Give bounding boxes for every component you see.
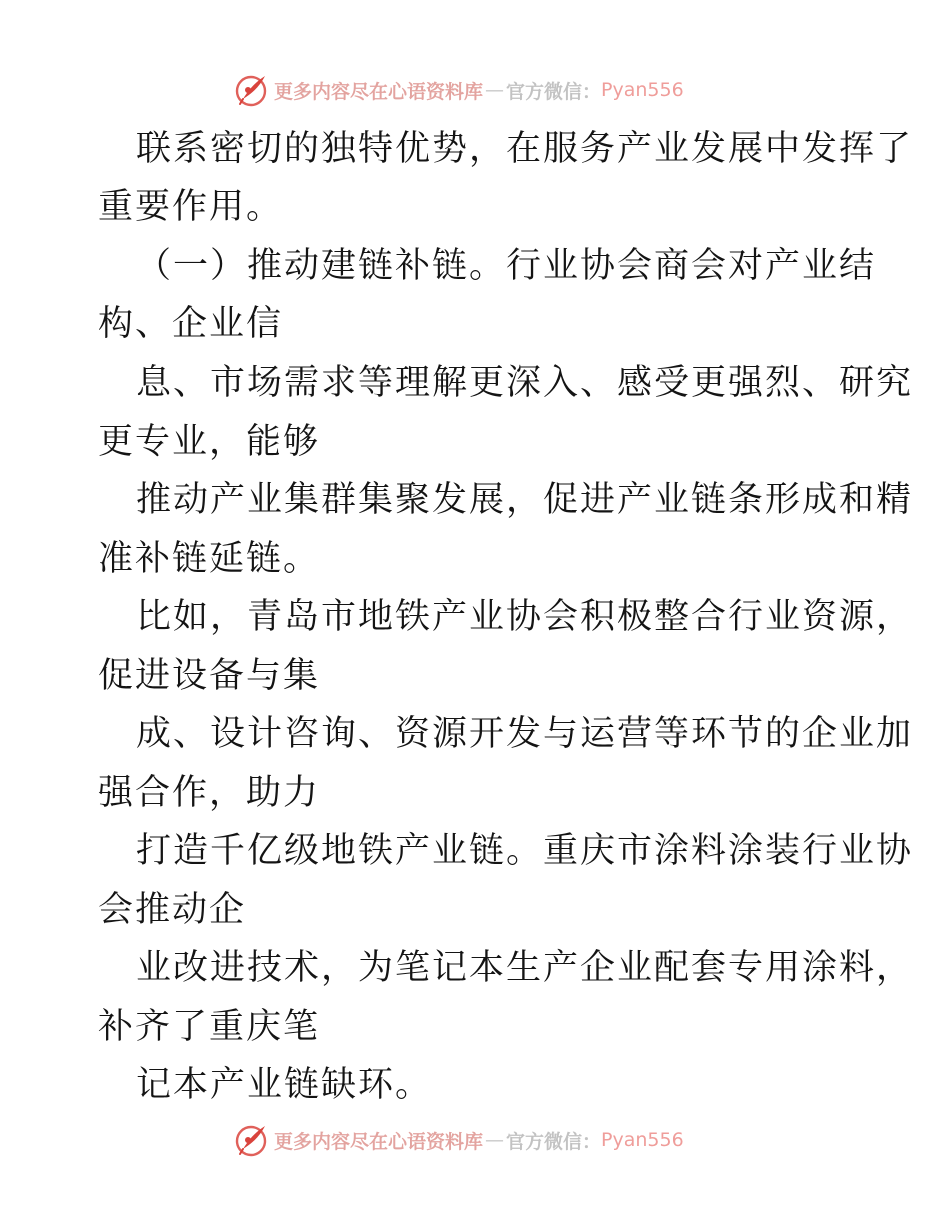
watermark-label: 官方微信： [506, 80, 602, 103]
body-line: 强合作，助力 [98, 773, 321, 813]
body-line: 成、设计咨询、资源开发与运营等环节的企业加 [136, 714, 914, 754]
watermark-separator: — [485, 79, 505, 101]
watermark-separator: — [485, 1129, 505, 1151]
body-line: 联系密切的独特优势，在服务产业发展中发挥了 [136, 129, 914, 169]
body-line: （一）推动建链补链。行业协会商会对产业结 [136, 246, 877, 286]
watermark-text: 更多内容尽在心语资料库 [274, 1130, 484, 1153]
watermark-wechat-id: Pyan556 [601, 1129, 684, 1151]
header-watermark [234, 72, 684, 108]
watermark-label: 官方微信： [506, 1130, 602, 1153]
watermark-text: 更多内容尽在心语资料库 [274, 80, 484, 103]
quill-logo-icon [234, 73, 268, 107]
body-line: 推动产业集群集聚发展，促进产业链条形成和精 [136, 480, 914, 520]
body-line: 更专业，能够 [98, 422, 321, 462]
body-line: 促进设备与集 [98, 656, 321, 696]
body-line: 准补链延链。 [98, 539, 321, 579]
body-line: 构、企业信 [98, 304, 284, 344]
body-line: 打造千亿级地铁产业链。重庆市涂料涂装行业协 [136, 831, 914, 871]
watermark-wechat-id: Pyan556 [601, 79, 684, 101]
body-line: 补齐了重庆笔 [98, 1007, 321, 1047]
body-line: 重要作用。 [98, 187, 284, 227]
body-line: 会推动企 [98, 890, 247, 930]
body-line: 记本产业链缺环。 [136, 1065, 433, 1105]
body-line: 比如，青岛市地铁产业协会积极整合行业资源， [136, 597, 914, 637]
body-line: 业改进技术，为笔记本生产企业配套专用涂料， [136, 948, 914, 988]
body-line: 息、市场需求等理解更深入、感受更强烈、研究 [136, 363, 914, 403]
quill-logo-icon [234, 1123, 268, 1157]
footer-watermark [234, 1122, 684, 1158]
